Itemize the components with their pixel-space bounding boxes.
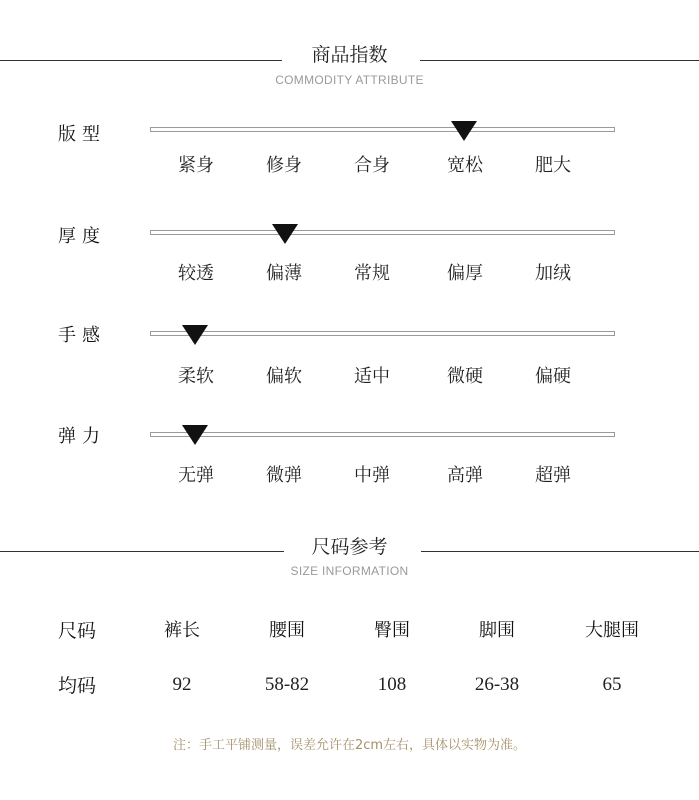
option-label: 紧身 [178, 155, 214, 176]
size-header-cell: 裤长 [164, 620, 200, 641]
option-label: 高弹 [447, 465, 483, 486]
attribute-scale-track [150, 432, 615, 437]
attribute-scale-track [150, 127, 615, 132]
size-value-cell: 26-38 [474, 674, 520, 695]
size-value-cell: 108 [377, 674, 407, 695]
selected-marker-icon [272, 224, 298, 244]
selected-marker-icon [451, 121, 477, 141]
selected-marker-icon [182, 325, 208, 345]
option-label: 偏软 [266, 366, 302, 387]
option-label: 偏厚 [447, 263, 483, 284]
size-value-cell: 65 [602, 674, 622, 695]
option-label: 中弹 [354, 465, 390, 486]
attribute-scale-track [150, 331, 615, 336]
size-header-cell: 大腿围 [585, 620, 639, 641]
option-label: 宽松 [447, 155, 483, 176]
option-label: 适中 [354, 366, 390, 387]
size-value-cell: 58-82 [264, 674, 310, 695]
size-value-cell: 92 [172, 674, 192, 695]
option-label: 无弹 [178, 465, 214, 486]
attribute-scale-track [150, 230, 615, 235]
section2-subtitle: SIZE INFORMATION [290, 564, 409, 578]
size-header-cell: 脚围 [479, 620, 515, 641]
option-label: 合身 [354, 155, 390, 176]
size-header-cell: 腰围 [269, 620, 305, 641]
attribute-label: 弹力 [58, 426, 106, 447]
option-label: 柔软 [178, 366, 214, 387]
option-label: 常规 [354, 263, 390, 284]
option-label: 修身 [266, 155, 302, 176]
section1-subtitle: COMMODITY ATTRIBUTE [275, 73, 424, 87]
option-label: 偏薄 [266, 263, 302, 284]
section1-title: 商品指数 [311, 44, 388, 66]
option-label: 加绒 [535, 263, 571, 284]
size-row-label: 均码 [58, 675, 97, 697]
option-label: 微硬 [447, 366, 483, 387]
option-label: 超弹 [535, 465, 571, 486]
size-header-cell: 臀围 [374, 620, 410, 641]
section2-title: 尺码参考 [311, 536, 388, 558]
option-label: 微弹 [266, 465, 302, 486]
attribute-label: 厚度 [58, 226, 106, 247]
size-header-cell: 尺码 [58, 620, 97, 642]
attribute-label: 手感 [58, 325, 106, 346]
option-label: 肥大 [535, 155, 571, 176]
selected-marker-icon [182, 425, 208, 445]
option-label: 偏硬 [535, 366, 571, 387]
measurement-note: 注：手工平铺测量，误差允许在2cm左右，具体以实物为准。 [172, 738, 527, 753]
option-label: 较透 [178, 263, 214, 284]
attribute-label: 版型 [58, 124, 106, 145]
